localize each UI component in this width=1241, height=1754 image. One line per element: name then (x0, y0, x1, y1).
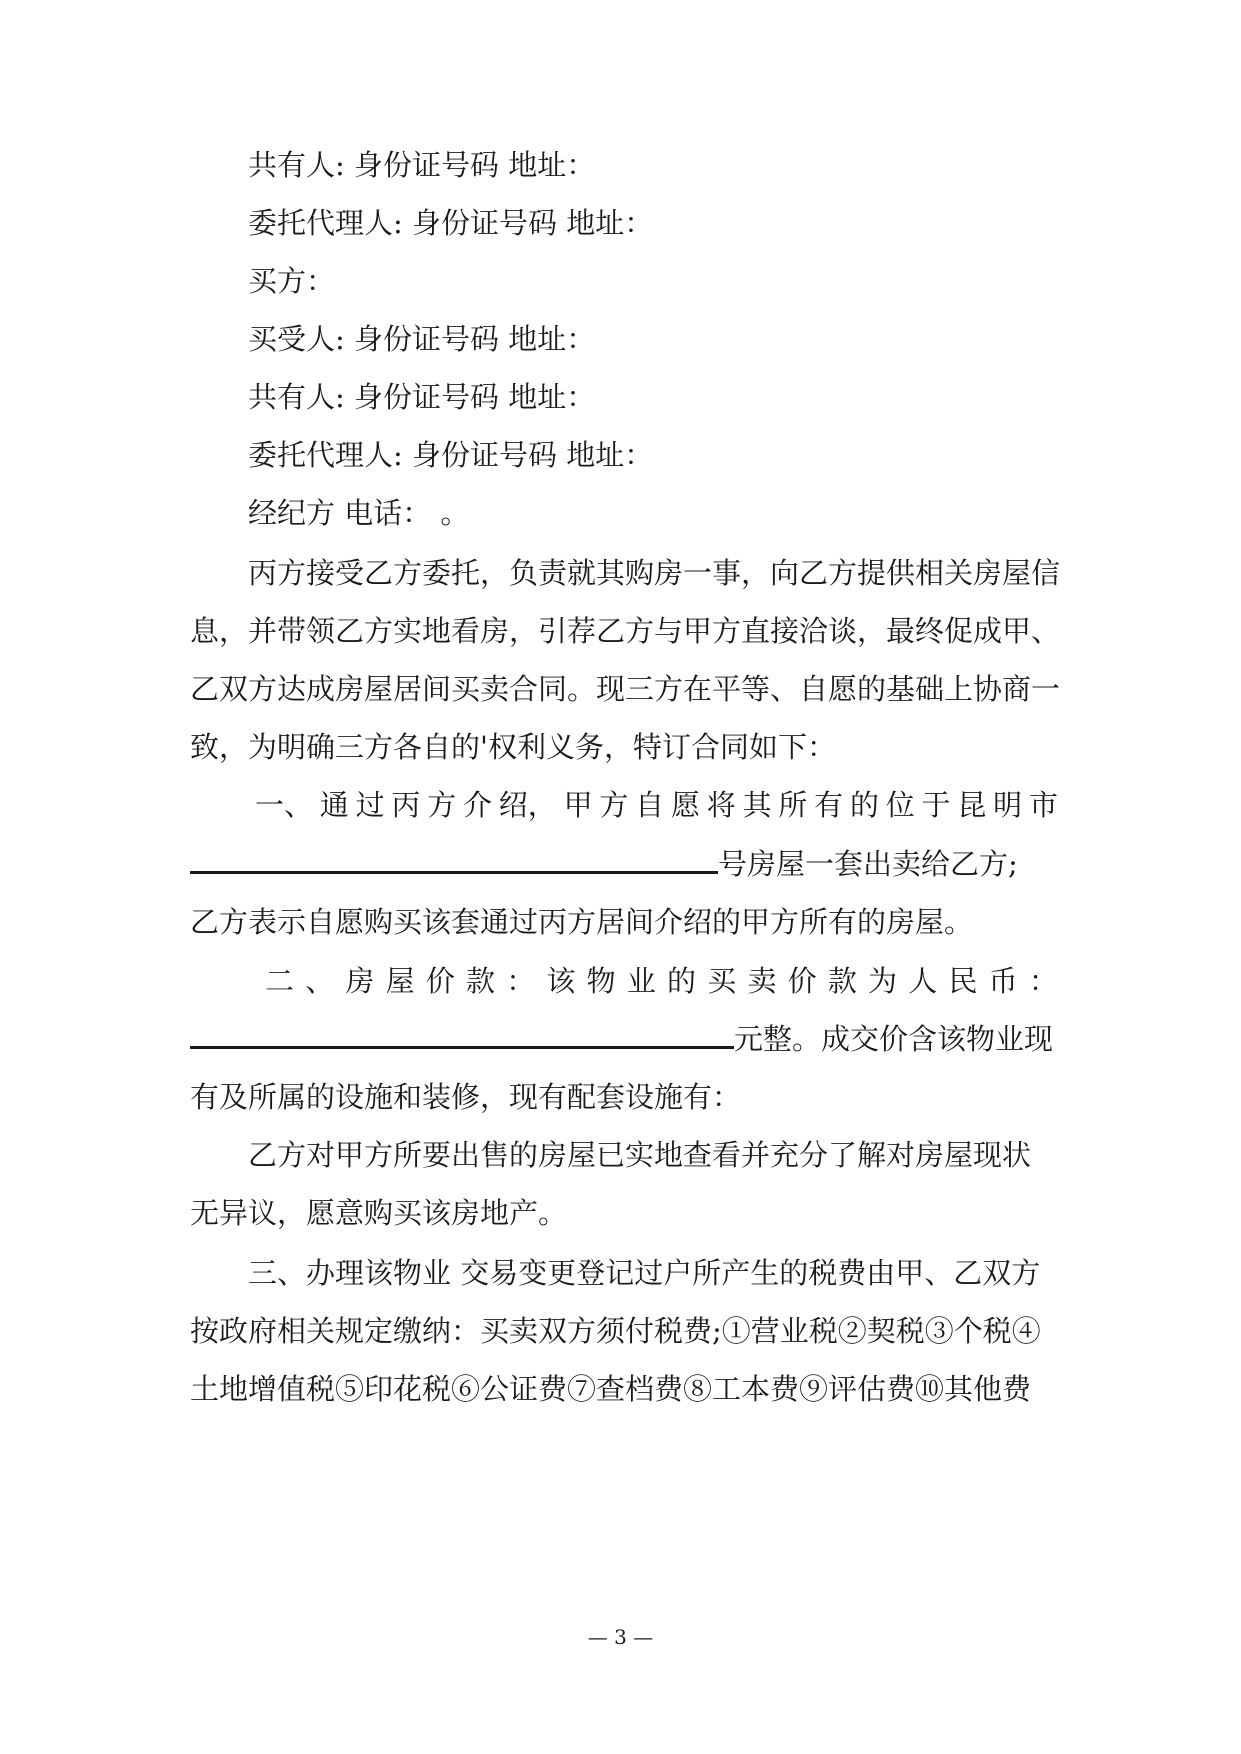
clause3-line-2: 按政府相关规定缴纳：买卖双方须付税费;①营业税②契税③个税④ (190, 1314, 1041, 1348)
clause2-line2 (190, 1020, 1053, 1058)
address-blank (190, 847, 718, 874)
clause2-line1-char: 为 (868, 964, 898, 998)
intro-line-2: 息，并带领乙方实地看房，引荐乙方与甲方直接洽谈，最终促成甲、 (190, 614, 1061, 648)
clause2-line1-char: 二 (265, 964, 295, 998)
clause1-line1-char: 甲 (563, 788, 593, 822)
clause1-line1-char: 的 (849, 788, 879, 822)
clause2-line1-char: 价 (425, 964, 455, 998)
price-blank (190, 1022, 734, 1049)
clause2-line1-char: ： (506, 964, 536, 998)
clause2-line3: 有及所属的设施和装修，现有配套设施有： (190, 1080, 742, 1114)
clause1-line1-char: 市 (1028, 788, 1058, 822)
clause2-line1-char: 款 (827, 964, 857, 998)
clause1-line2 (190, 845, 1018, 883)
clause1-line1-char: 一、 (255, 788, 314, 822)
page-number: — 3 — (587, 1625, 654, 1649)
clause1-line1-char: 通 (319, 788, 349, 822)
clause2-line1-char: 屋 (385, 964, 415, 998)
clause1-line1-char: 其 (742, 788, 772, 822)
clause2-line1-char: 业 (626, 964, 656, 998)
buyer-agent-line: 委托代理人: 身份证号码 地址： (248, 438, 654, 472)
clause2-line1-char: 卖 (747, 964, 777, 998)
clause2-line1-char: 物 (586, 964, 616, 998)
clause1-line1-char: 明 (993, 788, 1023, 822)
acknowledge-line-2: 无异议，愿意购买该房地产。 (190, 1196, 568, 1230)
buyer-line: 买受人: 身份证号码 地址： (248, 322, 596, 356)
clause2-line1-char: 人 (908, 964, 938, 998)
clause1-line1-char: 方 (427, 788, 457, 822)
clause2-line2-text: 元整。成交价含该物业现 (734, 1022, 1054, 1056)
clause2-line1-char: 的 (667, 964, 697, 998)
buyer-heading: 买方： (248, 264, 336, 298)
clause1-line1-char: 所 (778, 788, 808, 822)
clause3-line-3: 土地增值税⑤印花税⑥公证费⑦查档费⑧工本费⑨评估费⑩其他费 (190, 1372, 1032, 1406)
clause2-line1-char: 价 (787, 964, 817, 998)
clause1-line1-char: 位 (885, 788, 915, 822)
broker-line: 经纪方 电话： 。 (248, 496, 470, 530)
clause2-line1-char: 该 (546, 964, 576, 998)
clause1-line1-char: 有 (814, 788, 844, 822)
clause2-line1-char: 、 (305, 964, 335, 998)
clause2-line1-char: 买 (707, 964, 737, 998)
clause2-line1-char: ： (1028, 964, 1058, 998)
intro-line-1: 丙方接受乙方委托，负责就其购房一事，向乙方提供相关房屋信 (248, 556, 1061, 590)
clause1-line1-char: 方 (599, 788, 629, 822)
clause1-line3: 乙方表示自愿购买该套通过丙方居间介绍的甲方所有的房屋。 (190, 905, 974, 939)
clause1-line1-char: 于 (921, 788, 951, 822)
clause1-line1-char: 愿 (670, 788, 700, 822)
clause2-line1-char: 币 (988, 964, 1018, 998)
clause2-line1 (265, 962, 1058, 1000)
clause2-line1-char: 房 (345, 964, 375, 998)
clause1-line1-char: 丙 (391, 788, 421, 822)
clause1-line1-char: 绍， (498, 788, 557, 822)
clause1-line2-text: 号房屋一套出卖给乙方; (718, 847, 1018, 881)
clause1-line1-char: 将 (706, 788, 736, 822)
clause2-line1-char: 民 (948, 964, 978, 998)
intro-line-4: 致，为明确三方各自的'权利义务，特订合同如下： (190, 730, 836, 764)
seller-agent-line: 委托代理人: 身份证号码 地址： (248, 206, 654, 240)
clause1-line1-char: 自 (635, 788, 665, 822)
clause1-line1-char: 过 (355, 788, 385, 822)
clause2-line1-char: 款 (466, 964, 496, 998)
clause1-line1-char: 昆 (957, 788, 987, 822)
seller-co-owner-line: 共有人: 身份证号码 地址： (248, 148, 596, 182)
intro-line-3: 乙双方达成房屋居间买卖合同。现三方在平等、自愿的基础上协商一 (190, 672, 1061, 706)
acknowledge-line-1: 乙方对甲方所要出售的房屋已实地查看并充分了解对房屋现状 (248, 1138, 1032, 1172)
clause1-line1 (255, 786, 1058, 824)
clause3-line-1: 三、办理该物业 交易变更登记过户所产生的税费由甲、乙双方 (248, 1256, 1041, 1290)
buyer-co-owner-line: 共有人: 身份证号码 地址： (248, 380, 596, 414)
clause1-line1-char: 介 (462, 788, 492, 822)
